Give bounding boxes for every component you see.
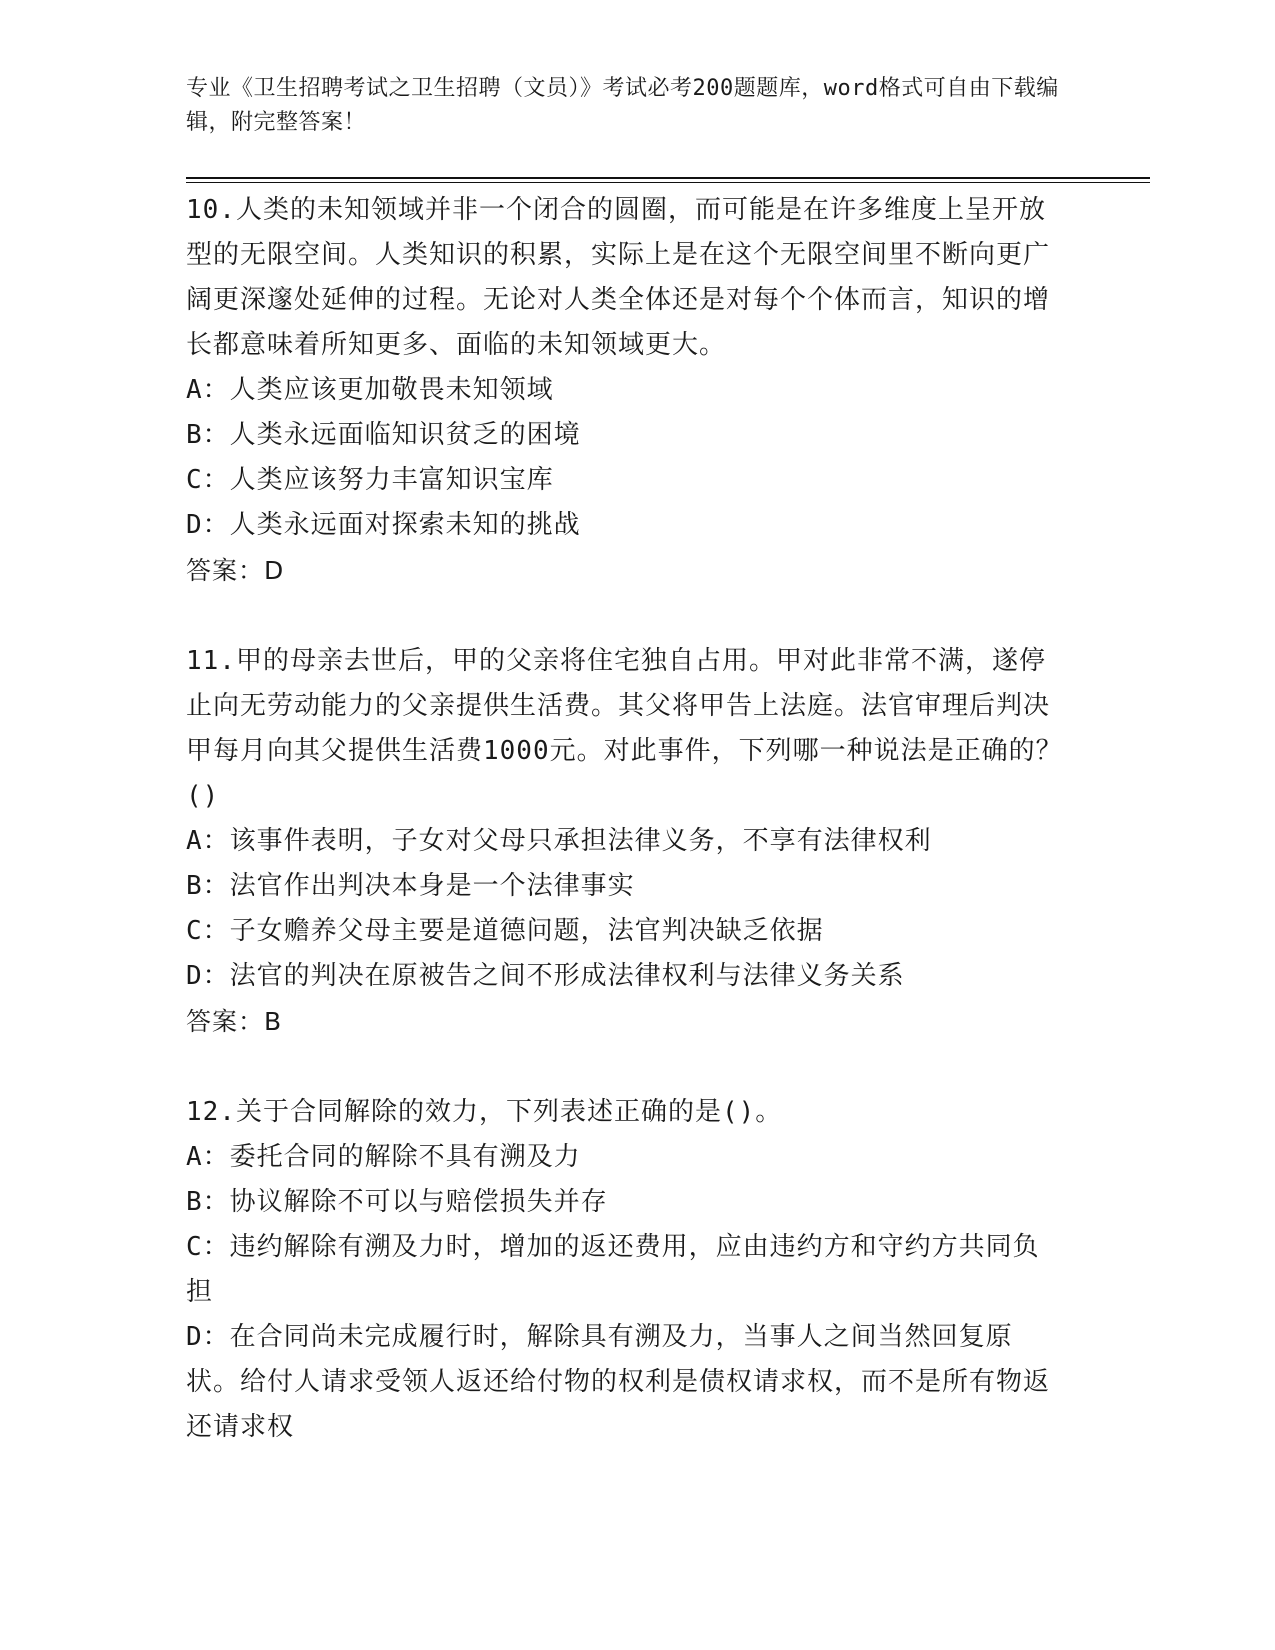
option-d: D：在合同尚未完成履行时，解除具有溯及力，当事人之间当然回复原状。给付人请求受领人返还给付物的权利是债权请求权，而不是所有物返还请求权	[186, 1322, 1051, 1442]
question-stem: 10.人类的未知领域并非一个闭合的圆圈，而可能是在许多维度上呈开放型的无限空间。人类知识的积累，实际上是在这个无限空间里不断向更广阔更深邃处延伸的过程。无论对人类全体还是对每个个体而言，知识的增长都意味着所知更多、面临的未知领域更大。	[186, 195, 1051, 360]
option-a: A：委托合同的解除不具有溯及力	[186, 1142, 581, 1172]
question-stem: 12.关于合同解除的效力，下列表述正确的是()。	[186, 1097, 783, 1127]
question-list	[186, 188, 1066, 1450]
option-a: A：人类应该更加敬畏未知领域	[186, 375, 554, 405]
header-divider-thin	[186, 182, 1150, 183]
question-12	[186, 1090, 1066, 1450]
option-c: C：人类应该努力丰富知识宝库	[186, 465, 554, 495]
question-stem: 11.甲的母亲去世后，甲的父亲将住宅独自占用。甲对此非常不满，遂停止向无劳动能力的父亲提供生活费。其父将甲告上法庭。法官审理后判决甲每月向其父提供生活费1000元。对此事件，下列哪一种说法是正确的？()	[186, 646, 1063, 811]
option-d: D：人类永远面对探索未知的挑战	[186, 510, 581, 540]
question-10	[186, 188, 1066, 593]
answer: 答案：D	[186, 556, 285, 585]
header-divider-thick	[186, 177, 1150, 179]
document-header: 专业《卫生招聘考试之卫生招聘（文员）》考试必考200题题库，word格式可自由下载编辑，附完整答案！	[186, 76, 1059, 135]
option-b: B：人类永远面临知识贫乏的困境	[186, 420, 581, 450]
question-spacer	[186, 1044, 1066, 1090]
option-b: B：协议解除不可以与赔偿损失并存	[186, 1187, 608, 1217]
question-11	[186, 639, 1066, 1044]
option-c: C：违约解除有溯及力时，增加的返还费用，应由违约方和守约方共同负担	[186, 1232, 1040, 1307]
option-d: D：法官的判决在原被告之间不形成法律权利与法律义务关系	[186, 961, 905, 991]
option-b: B：法官作出判决本身是一个法律事实	[186, 871, 635, 901]
answer: 答案：B	[186, 1007, 283, 1036]
question-spacer	[186, 593, 1066, 639]
option-c: C：子女赡养父母主要是道德问题，法官判决缺乏依据	[186, 916, 824, 946]
option-a: A：该事件表明，子女对父母只承担法律义务，不享有法律权利	[186, 826, 932, 856]
